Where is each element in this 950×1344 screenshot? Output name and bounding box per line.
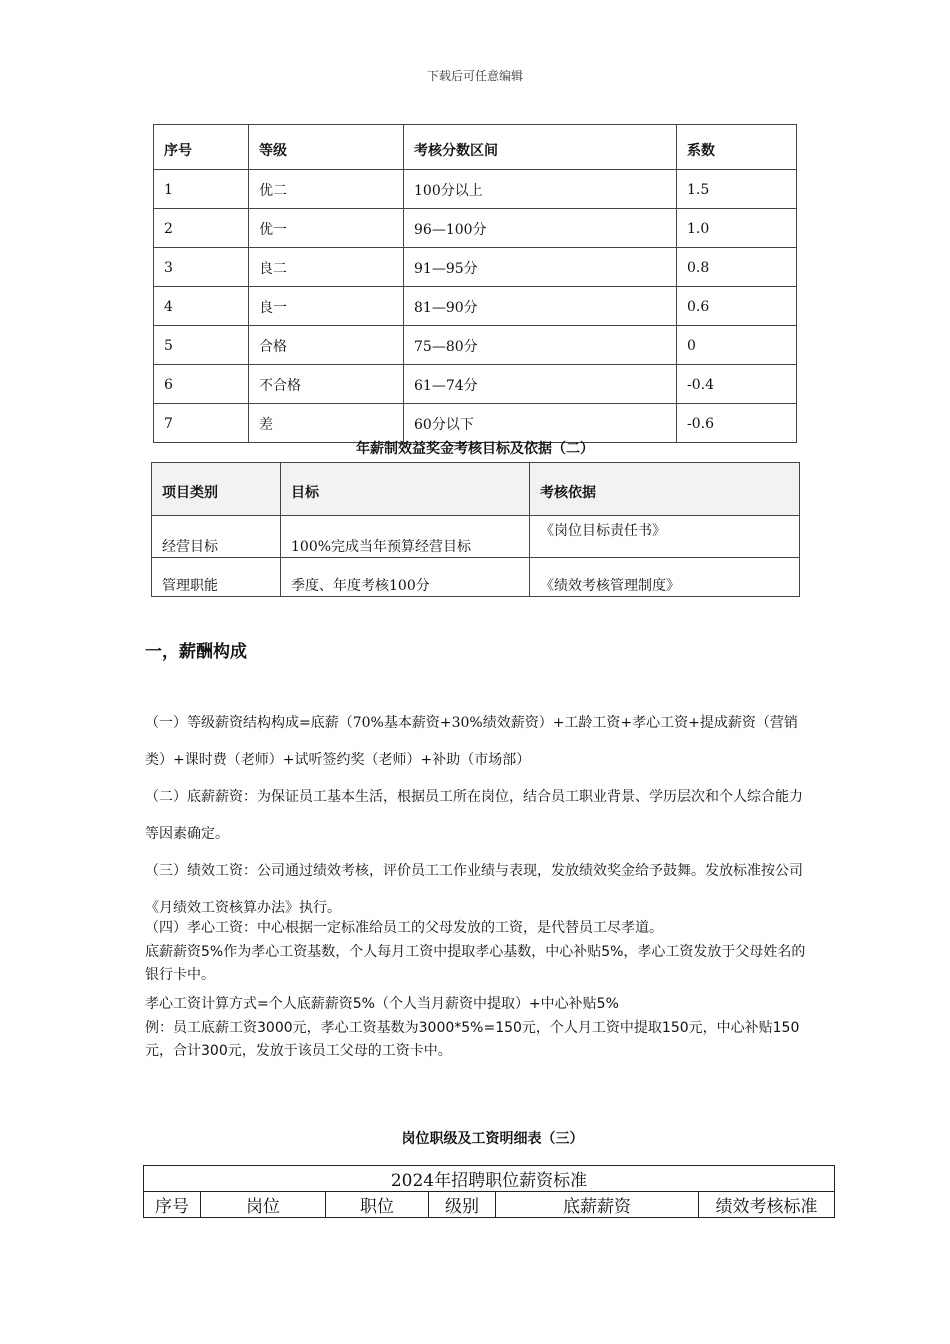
bonus-target-table [151, 462, 800, 597]
table-cell: 0.8 [677, 248, 797, 287]
paragraph-base-salary: （二）底薪薪资：为保证员工基本生活，根据员工所在岗位，结合员工职业背景、学历层次和个人综合能力等因素确定。 [145, 789, 803, 842]
table-row [154, 170, 797, 209]
paragraph-performance-pay: （三）绩效工资：公司通过绩效考核，评价员工工作业绩与表现，发放绩效奖金给予鼓舞。发放标准按公司《月绩效工资核算办法》执行。 [145, 863, 803, 916]
header-cell: 绩效考核标准 [699, 1192, 835, 1218]
header-cell: 系数 [677, 125, 797, 170]
table-cell: 1 [154, 170, 249, 209]
table-row [154, 365, 797, 404]
table-cell: 3 [154, 248, 249, 287]
header-cell: 底薪薪资 [496, 1192, 699, 1218]
header-cell: 等级 [249, 125, 404, 170]
table-cell: 管理职能 [152, 558, 281, 597]
table-cell: 81—90分 [404, 287, 677, 326]
table-cell: 优一 [249, 209, 404, 248]
header-cell: 级别 [429, 1192, 496, 1218]
table-row [154, 287, 797, 326]
table-cell: 60分以下 [404, 404, 677, 443]
page-header-note: 下载后可任意编辑 [426, 69, 523, 83]
paragraph-filial-formula: 孝心工资计算方式=个人底薪薪资5%（个人当月薪资中提取）+中心补贴5% [145, 996, 619, 1012]
table-caption-row [144, 1166, 835, 1192]
table-cell: 100%完成当年预算经营目标 [281, 516, 530, 558]
table-header-row [152, 463, 800, 516]
table-cell: 季度、年度考核100分 [281, 558, 530, 597]
table-cell: 75—80分 [404, 326, 677, 365]
target-table-title: 年薪制效益奖金考核目标及依据（二） [356, 441, 594, 457]
table-cell: 100分以上 [404, 170, 677, 209]
table-row [154, 248, 797, 287]
table-cell: 良一 [249, 287, 404, 326]
table-cell: 经营目标 [152, 516, 281, 558]
table-cell: -0.4 [677, 365, 797, 404]
table-cell: 《岗位目标责任书》 [530, 516, 800, 558]
header-cell: 目标 [281, 463, 530, 516]
table-cell: 61—74分 [404, 365, 677, 404]
table-cell: 1.5 [677, 170, 797, 209]
table-cell: 91—95分 [404, 248, 677, 287]
paragraph-filial-base: 底薪薪资5%作为孝心工资基数，个人每月工资中提取孝心基数，中心补贴5%，孝心工资发放于父母姓名的银行卡中。 [145, 944, 806, 983]
section-heading: 一，薪酬构成 [145, 642, 247, 662]
table-cell: 合格 [249, 326, 404, 365]
header-cell: 序号 [154, 125, 249, 170]
table-cell: 0 [677, 326, 797, 365]
table-cell: 96—100分 [404, 209, 677, 248]
paragraph-salary-structure: （一）等级薪资结构构成=底薪（70%基本薪资+30%绩效薪资）+工龄工资+孝心工资+提成薪资（营销类）+课时费（老师）+试听签约奖（老师）+补助（市场部） [145, 715, 798, 768]
table-cell: 6 [154, 365, 249, 404]
table-cell: 差 [249, 404, 404, 443]
table-row [152, 558, 800, 597]
table-cell: 7 [154, 404, 249, 443]
header-cell: 岗位 [201, 1192, 326, 1218]
table-row [152, 516, 800, 558]
paragraph-example: 例：员工底薪工资3000元，孝心工资基数为3000*5%=150元，个人月工资中提取150元，中心补贴150元，合计300元，发放于该员工父母的工资卡中。 [145, 1020, 800, 1059]
table-cell: 4 [154, 287, 249, 326]
table-cell: 《绩效考核管理制度》 [530, 558, 800, 597]
table-row [154, 404, 797, 443]
paragraph-filial-pay: （四）孝心工资：中心根据一定标准给员工的父母发放的工资，是代替员工尽孝道。 [145, 920, 663, 936]
table-cell: 良二 [249, 248, 404, 287]
table-cell: -0.6 [677, 404, 797, 443]
salary-standard-table [143, 1165, 835, 1218]
header-cell: 职位 [326, 1192, 429, 1218]
table-row [154, 326, 797, 365]
table-cell: 优二 [249, 170, 404, 209]
table-cell: 0.6 [677, 287, 797, 326]
header-cell: 项目类别 [152, 463, 281, 516]
header-cell: 考核依据 [530, 463, 800, 516]
table-header-row [144, 1192, 835, 1218]
grade-coefficient-table [153, 124, 797, 443]
table-cell: 1.0 [677, 209, 797, 248]
table-cell: 2 [154, 209, 249, 248]
salary-table-title: 岗位职级及工资明细表（三） [401, 1131, 584, 1147]
header-cell: 序号 [144, 1192, 201, 1218]
table-caption: 2024年招聘职位薪资标准 [144, 1166, 835, 1192]
header-cell: 考核分数区间 [404, 125, 677, 170]
table-cell: 不合格 [249, 365, 404, 404]
table-row [154, 209, 797, 248]
table-cell: 5 [154, 326, 249, 365]
table-header-row [154, 125, 797, 170]
